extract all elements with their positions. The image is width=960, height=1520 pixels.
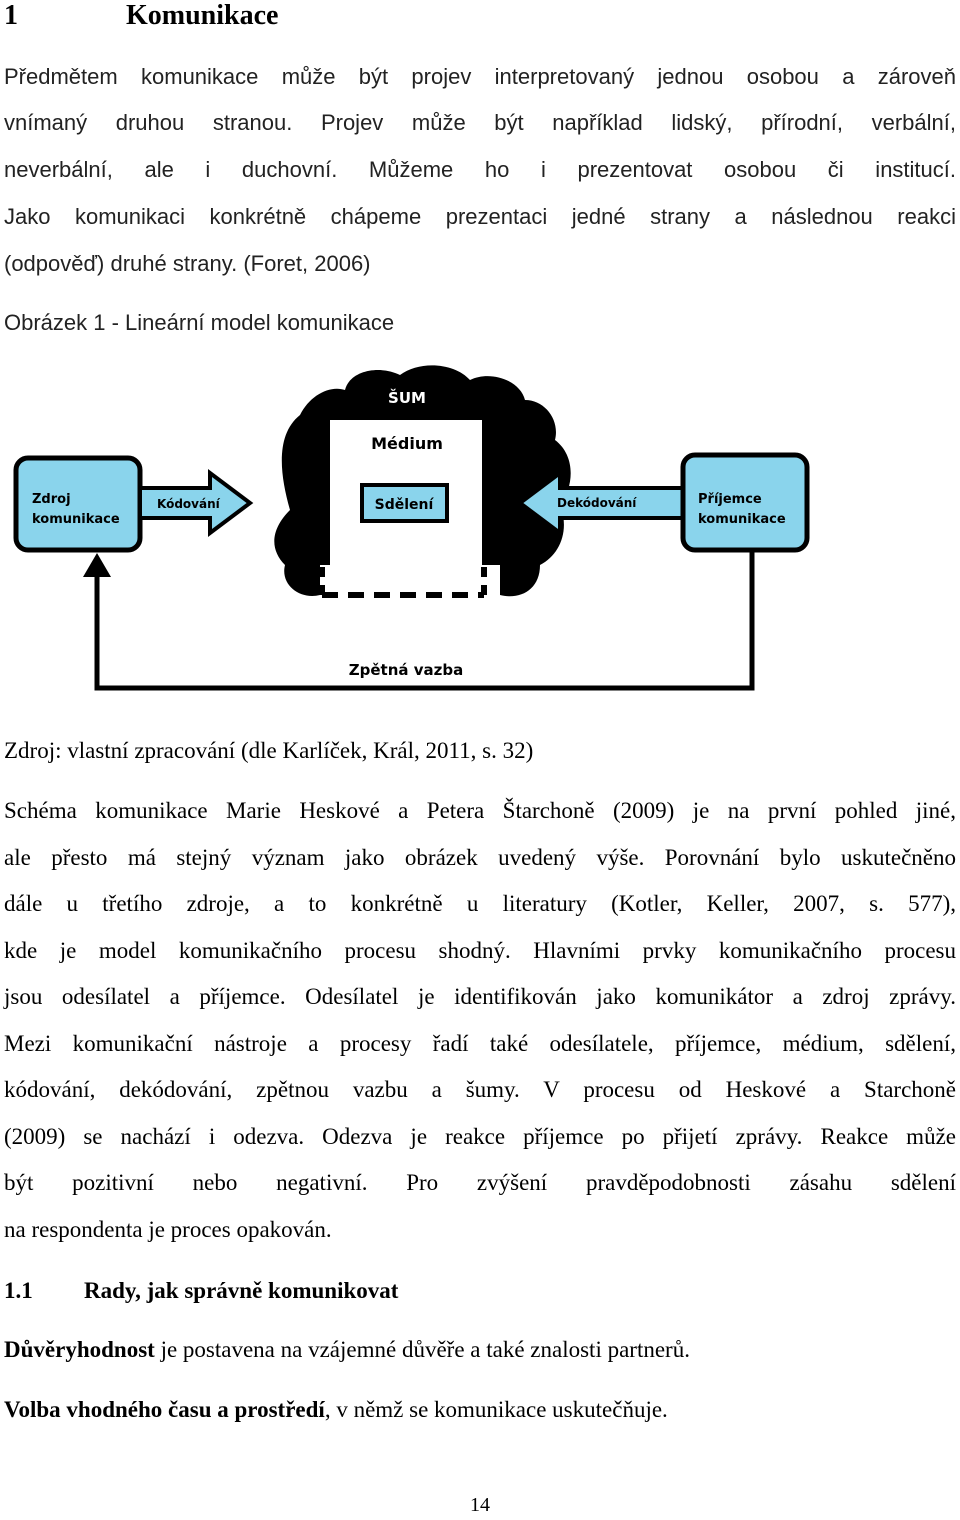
tip-trust-term: Důvěryhodnost: [4, 1337, 155, 1362]
intro-line: Jako komunikaci konkrétně chápeme prezentaci jedné strany a následnou reakci: [4, 204, 956, 229]
tip-timing-term: Volba vhodného času a prostředí: [4, 1397, 325, 1422]
body-line: ale přesto má stejný význam jako obrázek uvedený výše. Porovnání bylo uskutečněno: [4, 845, 956, 870]
intro-line: Předmětem komunikace může být projev interpretovaný jednou osobou a zároveň: [4, 64, 956, 89]
medium-label: Médium: [371, 434, 443, 453]
chapter-title: Komunikace: [126, 0, 279, 31]
chapter-number: 1: [4, 0, 18, 31]
page-number: 14: [470, 1494, 490, 1516]
intro-line: neverbální, ale i duchovní. Můžeme ho i prezentovat osobou či institucí.: [4, 157, 956, 182]
body-line: být pozitivní nebo negativní. Pro zvýšení pravděpodobnosti zásahu sdělení: [4, 1170, 956, 1195]
receiver-label-2: komunikace: [698, 512, 786, 527]
noise-label: ŠUM: [388, 389, 426, 407]
body-line: jsou odesílatel a příjemce. Odesílatel je identifikován jako komunikátor a zdroj zprávy.: [4, 984, 956, 1009]
decoding-label: Dekódování: [557, 496, 637, 510]
source-label-2: komunikace: [32, 512, 120, 527]
figure-caption: Obrázek 1 - Lineární model komunikace: [4, 310, 395, 335]
source-label-1: Zdroj: [32, 492, 71, 507]
body-line: (2009) se nachází i odezva. Odezva je reakce příjemce po přijetí zprávy. Reakce může: [4, 1124, 956, 1149]
tip-timing-text: , v němž se komunikace uskutečňuje.: [324, 1397, 668, 1422]
section-number: 1.1: [4, 1278, 33, 1303]
feedback-arrowhead: [83, 553, 111, 577]
encoding-label: Kódování: [157, 497, 220, 511]
section-title: Rady, jak správně komunikovat: [84, 1278, 399, 1303]
intro-line: (odpověď) druhé strany. (Foret, 2006): [4, 251, 371, 276]
section-heading: [4, 1276, 398, 1306]
tip-trust-text: je postavena na vzájemné důvěře a také znalosti partnerů.: [154, 1337, 690, 1362]
message-label: Sdělení: [374, 497, 434, 513]
linear-model-svg: [0, 355, 960, 705]
feedback-label: Zpětná vazba: [348, 661, 464, 679]
body-line: na respondenta je proces opakován.: [4, 1217, 332, 1242]
communication-diagram: [0, 355, 960, 705]
body-line: dále u třetího zdroje, a to konkrétně u literatury (Kotler, Keller, 2007, s. 577),: [4, 891, 956, 916]
body-line: kde je model komunikačního procesu shodný. Hlavními prvky komunikačního procesu: [4, 938, 956, 963]
body-line: Mezi komunikační nástroje a procesy řadí také odesílatele, příjemce, médium, sdělení,: [4, 1031, 956, 1056]
tip-timing: [4, 1397, 956, 1423]
receiver-label-1: Příjemce: [698, 492, 762, 507]
intro-line: vnímaný druhou stranou. Projev může být například lidský, přírodní, verbální,: [4, 110, 956, 135]
tip-trust: [4, 1337, 956, 1363]
body-line: Schéma komunikace Marie Heskové a Petera Štarchoně (2009) je na první pohled jiné,: [4, 798, 956, 823]
figure-source: Zdroj: vlastní zpracování (dle Karlíček, Král, 2011, s. 32): [4, 738, 534, 763]
chapter-heading: [4, 0, 278, 32]
body-line: kódování, dekódování, zpětnou vazbu a šumy. V procesu od Heskové a Starchoně: [4, 1077, 956, 1102]
